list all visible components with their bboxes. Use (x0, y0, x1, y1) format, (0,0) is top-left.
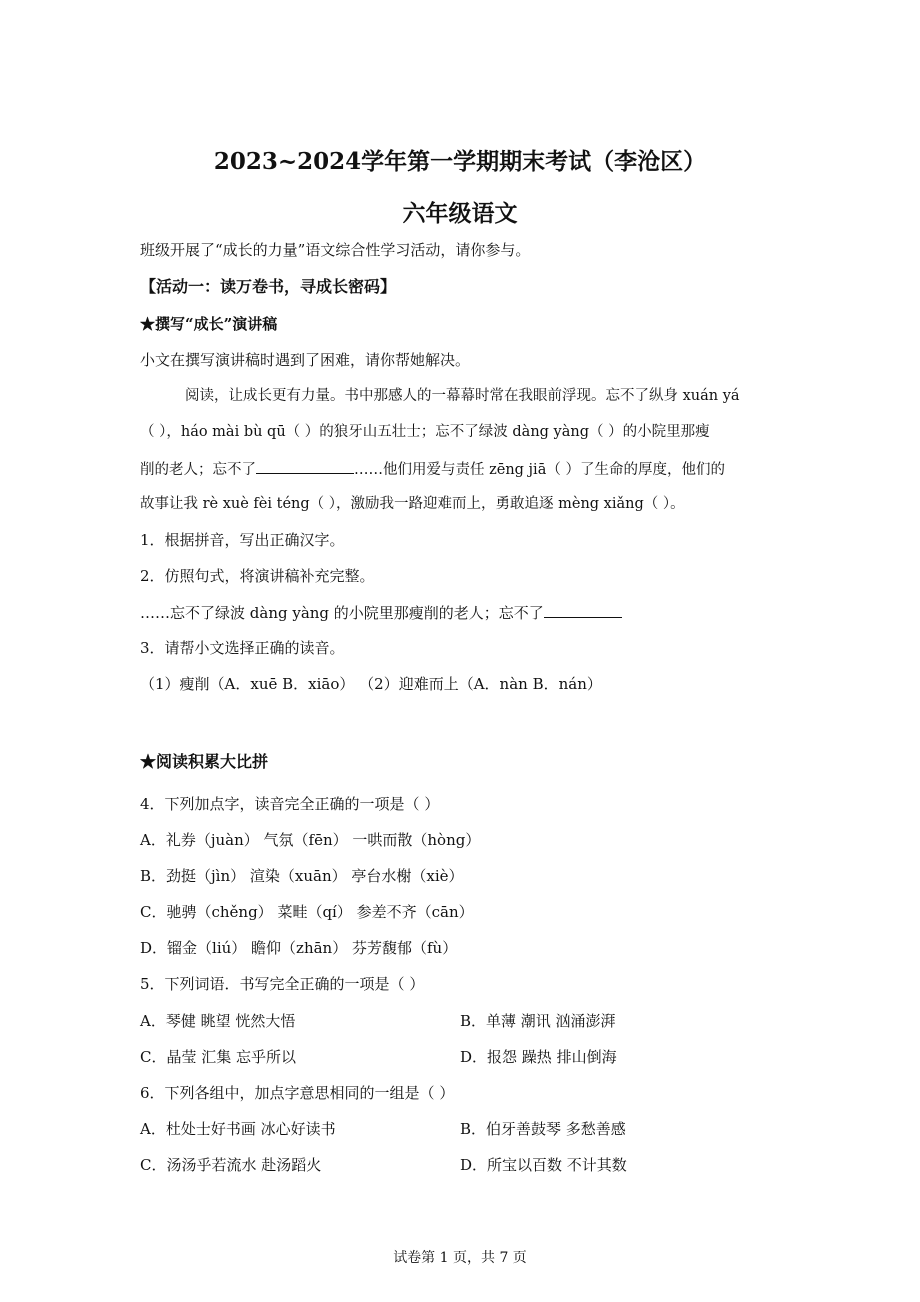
passage-line: （ ），háo mài bù qū（ ）的狼牙山五壮士；忘不了绿波 dàng yàng（ ）的小院里那瘦 (140, 424, 710, 440)
section-title-speech: ★撰写“成长”演讲稿 (140, 315, 278, 333)
answer-blank[interactable] (256, 458, 354, 474)
q4-option: A．礼券（juàn） 气氛（fēn） 一哄而散（hòng） (140, 831, 481, 849)
passage-line (140, 458, 725, 480)
question-3: 3．请帮小文选择正确的读音。 (140, 639, 345, 657)
q6-option: A．杜处士好书画 冰心好读书 (140, 1120, 336, 1138)
q5-option: D．报怨 躁热 排山倒海 (460, 1048, 617, 1066)
q5-option: C．晶莹 汇集 忘乎所以 (140, 1048, 297, 1066)
q5-option: A．琴健 眺望 恍然大悟 (140, 1012, 296, 1030)
page-footer: 试卷第 1 页，共 7 页 (393, 1250, 527, 1266)
question-2: 2．仿照句式，将演讲稿补充完整。 (140, 567, 375, 585)
passage-line: 阅读，让成长更有力量。书中那感人的一幕幕时常在我眼前浮现。忘不了纵身 xuán yá (185, 388, 740, 404)
question-3-options: （1）瘦削（A．xuē B．xiāo） （2）迎难而上（A．nàn B．nán） (140, 675, 602, 693)
q5-option: B．单薄 潮讯 汹涌澎湃 (460, 1012, 616, 1030)
question-5: 5．下列词语．书写完全正确的一项是（ ） (140, 975, 425, 993)
question-2-text: ……忘不了绿波 dàng yàng 的小院里那瘦削的老人；忘不了 (140, 604, 544, 622)
q6-option: B．伯牙善鼓琴 多愁善感 (460, 1120, 626, 1138)
q4-option: D．镏金（liú） 瞻仰（zhān） 芬芳馥郁（fù） (140, 939, 458, 957)
question-4: 4．下列加点字，读音完全正确的一项是（ ） (140, 795, 440, 813)
q4-option: C．驰骋（chěng） 菜畦（qí） 参差不齐（cān） (140, 903, 474, 921)
q4-option: B．劲挺（jìn） 渲染（xuān） 亭台水榭（xiè） (140, 867, 464, 885)
exam-subtitle: 六年级语文 (402, 200, 518, 227)
section-title-reading: ★阅读积累大比拼 (140, 752, 269, 771)
question-1: 1．根据拼音，写出正确汉字。 (140, 531, 345, 549)
intro-text: 班级开展了“成长的力量”语文综合性学习活动，请你参与。 (140, 241, 531, 259)
question-2-line (140, 602, 622, 623)
activity-heading: 【活动一：读万卷书，寻成长密码】 (140, 277, 397, 296)
passage-line: 故事让我 rè xuè fèi téng（ ），激励我一路迎难而上，勇敢追逐 mèng xiǎng（ ）。 (140, 496, 685, 512)
passage-text: ……他们用爱与责任 zēng jiā（ ）了生命的厚度，他们的 (354, 462, 725, 478)
section-intro: 小文在撰写演讲稿时遇到了困难，请你帮她解决。 (140, 351, 471, 369)
exam-title: 2023~2024学年第一学期期末考试（李沧区） (213, 148, 707, 175)
answer-blank[interactable] (544, 602, 622, 618)
q6-option: C．汤汤乎若流水 赴汤蹈火 (140, 1156, 322, 1174)
question-6: 6．下列各组中，加点字意思相同的一组是（ ） (140, 1084, 455, 1102)
passage-text: 削的老人；忘不了 (140, 462, 256, 478)
q6-option: D．所宝以百数 不计其数 (460, 1156, 627, 1174)
